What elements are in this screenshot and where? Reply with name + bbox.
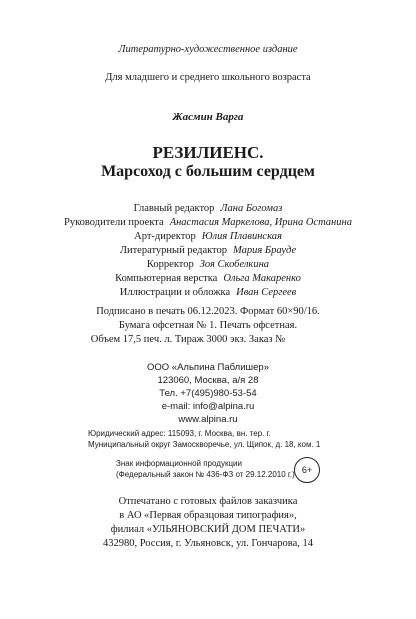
credit-project-leads xyxy=(0,217,416,228)
printer-line3: филиал «УЛЬЯНОВСКИЙ ДОМ ПЕЧАТИ» xyxy=(110,524,306,535)
credit-role: Иллюстрации и обложка xyxy=(119,287,231,298)
book-title-line2: Марсоход с большим сердцем xyxy=(101,163,315,180)
publisher-address: 123060, Москва, а/я 28 xyxy=(157,375,259,386)
credit-proofreader xyxy=(0,259,416,270)
credit-art-director xyxy=(0,231,416,242)
credit-role: Руководители проекта xyxy=(64,217,164,228)
audience-note: Для младшего и среднего школьного возраста xyxy=(105,72,311,83)
credit-chief-editor xyxy=(0,203,416,214)
credit-name: Зоя Скобелкина xyxy=(199,259,270,270)
printer-line4: 432980, Россия, г. Ульяновск, ул. Гончарова, 14 xyxy=(102,538,314,549)
printer-line1: Отпечатано с готовых файлов заказчика xyxy=(118,496,298,507)
author-name: Жасмин Варга xyxy=(172,111,244,123)
edition-type: Литературно-художественное издание xyxy=(118,44,298,55)
credit-role: Литературный редактор xyxy=(119,245,228,256)
credit-illustrations xyxy=(0,287,416,298)
credit-name: Юлия Плавинская xyxy=(201,231,282,242)
credit-name: Мария Брауде xyxy=(233,245,297,256)
print-info-line1: Подписано в печать 06.12.2023. Формат 60×90/16. xyxy=(96,306,320,317)
age-mark-note-line1: Знак информационной продукции xyxy=(116,459,242,468)
credit-name: Иван Сергеев xyxy=(236,287,297,298)
credit-literary-editor xyxy=(0,245,416,256)
age-mark-note-line2: (Федеральный закон № 436-ФЗ от 29.12.2010 г.) xyxy=(116,470,295,479)
credit-role: Арт-директор xyxy=(134,231,196,242)
publisher-website: www.alpina.ru xyxy=(178,414,238,425)
publisher-name: ООО «Альпина Паблишер» xyxy=(147,362,269,373)
credit-role: Корректор xyxy=(146,259,194,270)
credit-layout xyxy=(0,273,416,284)
credit-role: Компьютерная верстка xyxy=(115,273,218,284)
print-info-line3: Объем 17,5 печ. л. Тираж 3000 экз. Заказ № xyxy=(90,334,286,345)
printer-line2: в АО «Первая образцовая типография», xyxy=(119,510,297,521)
book-title-line1: РЕЗИЛИЕНС. xyxy=(152,143,264,162)
credit-name: Анастасия Маркелова, Ирина Останина xyxy=(169,217,352,228)
publisher-phone: Тел. +7(495)980-53-54 xyxy=(159,388,257,399)
credit-name: Лана Богомаз xyxy=(220,203,283,214)
print-info-line2: Бумага офсетная № 1. Печать офсетная. xyxy=(118,320,298,331)
legal-address: Юридический адрес: 115093, г. Москва, вн. тер. г. Муниципальный округ Замоскворечье, ул. Щипок, д. 18, ком. 1 xyxy=(88,429,321,449)
age-rating-badge: 6+ xyxy=(294,457,320,483)
publisher-email: e-mail: info@alpina.ru xyxy=(161,401,255,412)
credit-role: Главный редактор xyxy=(133,203,215,214)
credit-name: Ольга Макаренко xyxy=(223,273,301,284)
